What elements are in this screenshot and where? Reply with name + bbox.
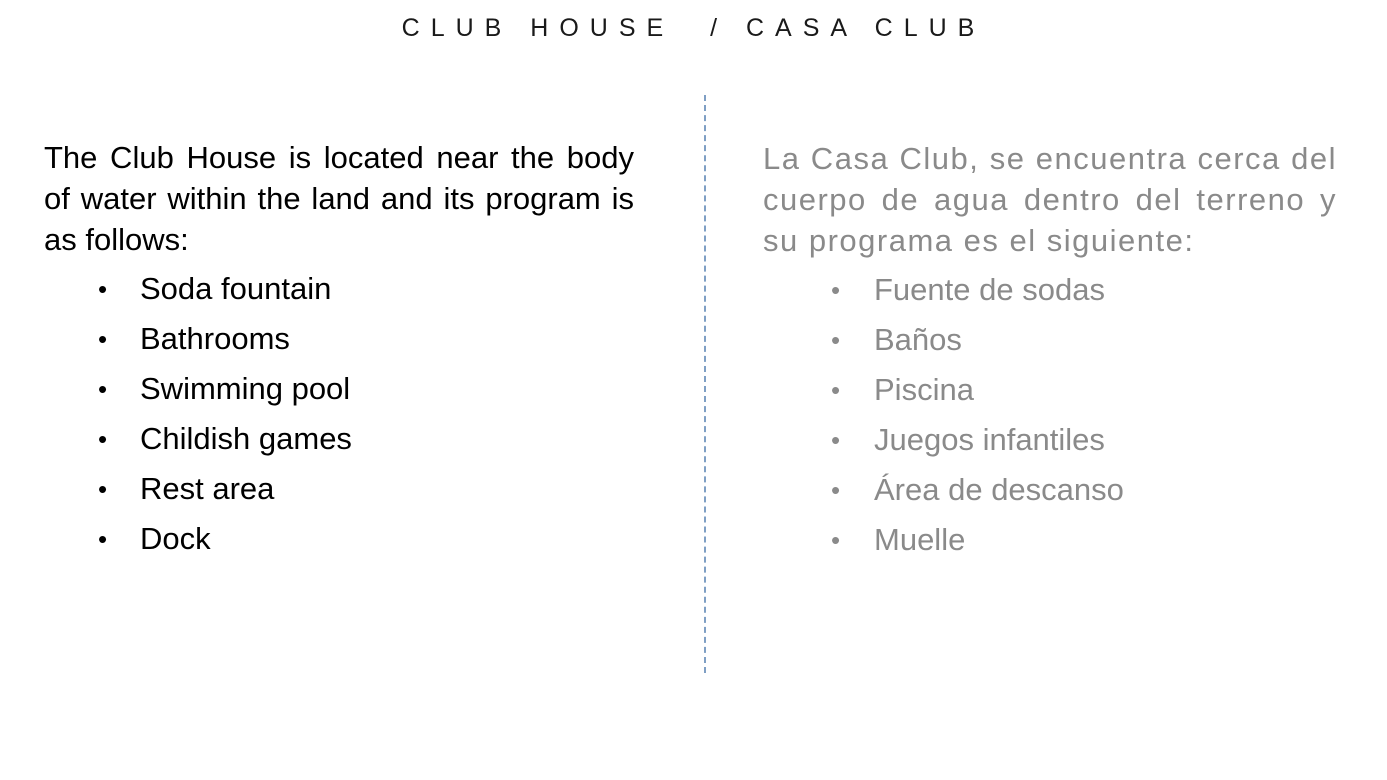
list-item-label: Piscina [874, 372, 974, 407]
bullet-icon: • [831, 525, 841, 555]
bullet-icon: • [98, 474, 108, 504]
bullet-icon: • [98, 524, 108, 554]
list-item [763, 465, 1337, 515]
list-item-label: Childish games [140, 421, 352, 456]
list-item-label: Soda fountain [140, 271, 332, 306]
english-intro: The Club House is located near the body of water within the land and its program is as follows: [44, 140, 634, 257]
list-item-label: Rest area [140, 471, 275, 506]
list-item [44, 414, 634, 464]
bullet-icon: • [831, 475, 841, 505]
bullet-icon: • [98, 424, 108, 454]
bullet-icon: • [831, 275, 841, 305]
list-item-label: Bathrooms [140, 321, 290, 356]
bullet-icon: • [831, 325, 841, 355]
list-item-label: Área de descanso [874, 472, 1124, 507]
list-item [44, 464, 634, 514]
spanish-program-list [763, 265, 1337, 565]
list-item-label: Baños [874, 322, 962, 357]
list-item-label: Swimming pool [140, 371, 351, 406]
list-item-label: Juegos infantiles [874, 422, 1105, 457]
bullet-icon: • [831, 375, 841, 405]
list-item [763, 365, 1337, 415]
bullet-icon: • [831, 425, 841, 455]
list-item [763, 315, 1337, 365]
spanish-intro: La Casa Club, se encuentra cerca del cuerpo de agua dentro del terreno y su programa es el siguiente: [763, 141, 1337, 258]
list-item [763, 515, 1337, 565]
english-program-list [44, 264, 634, 564]
list-item [44, 364, 634, 414]
column-divider [704, 95, 706, 673]
bullet-icon: • [98, 374, 108, 404]
list-item-label: Fuente de sodas [874, 272, 1105, 307]
bullet-icon: • [98, 324, 108, 354]
list-item [763, 265, 1337, 315]
list-item [44, 314, 634, 364]
list-item [763, 415, 1337, 465]
english-column [44, 137, 634, 564]
list-item-label: Dock [140, 521, 211, 556]
list-item [44, 264, 634, 314]
page-title: CLUB HOUSE / CASA CLUB [401, 14, 986, 42]
spanish-column [763, 138, 1337, 565]
list-item-label: Muelle [874, 522, 966, 557]
bullet-icon: • [98, 274, 108, 304]
list-item [44, 514, 634, 564]
